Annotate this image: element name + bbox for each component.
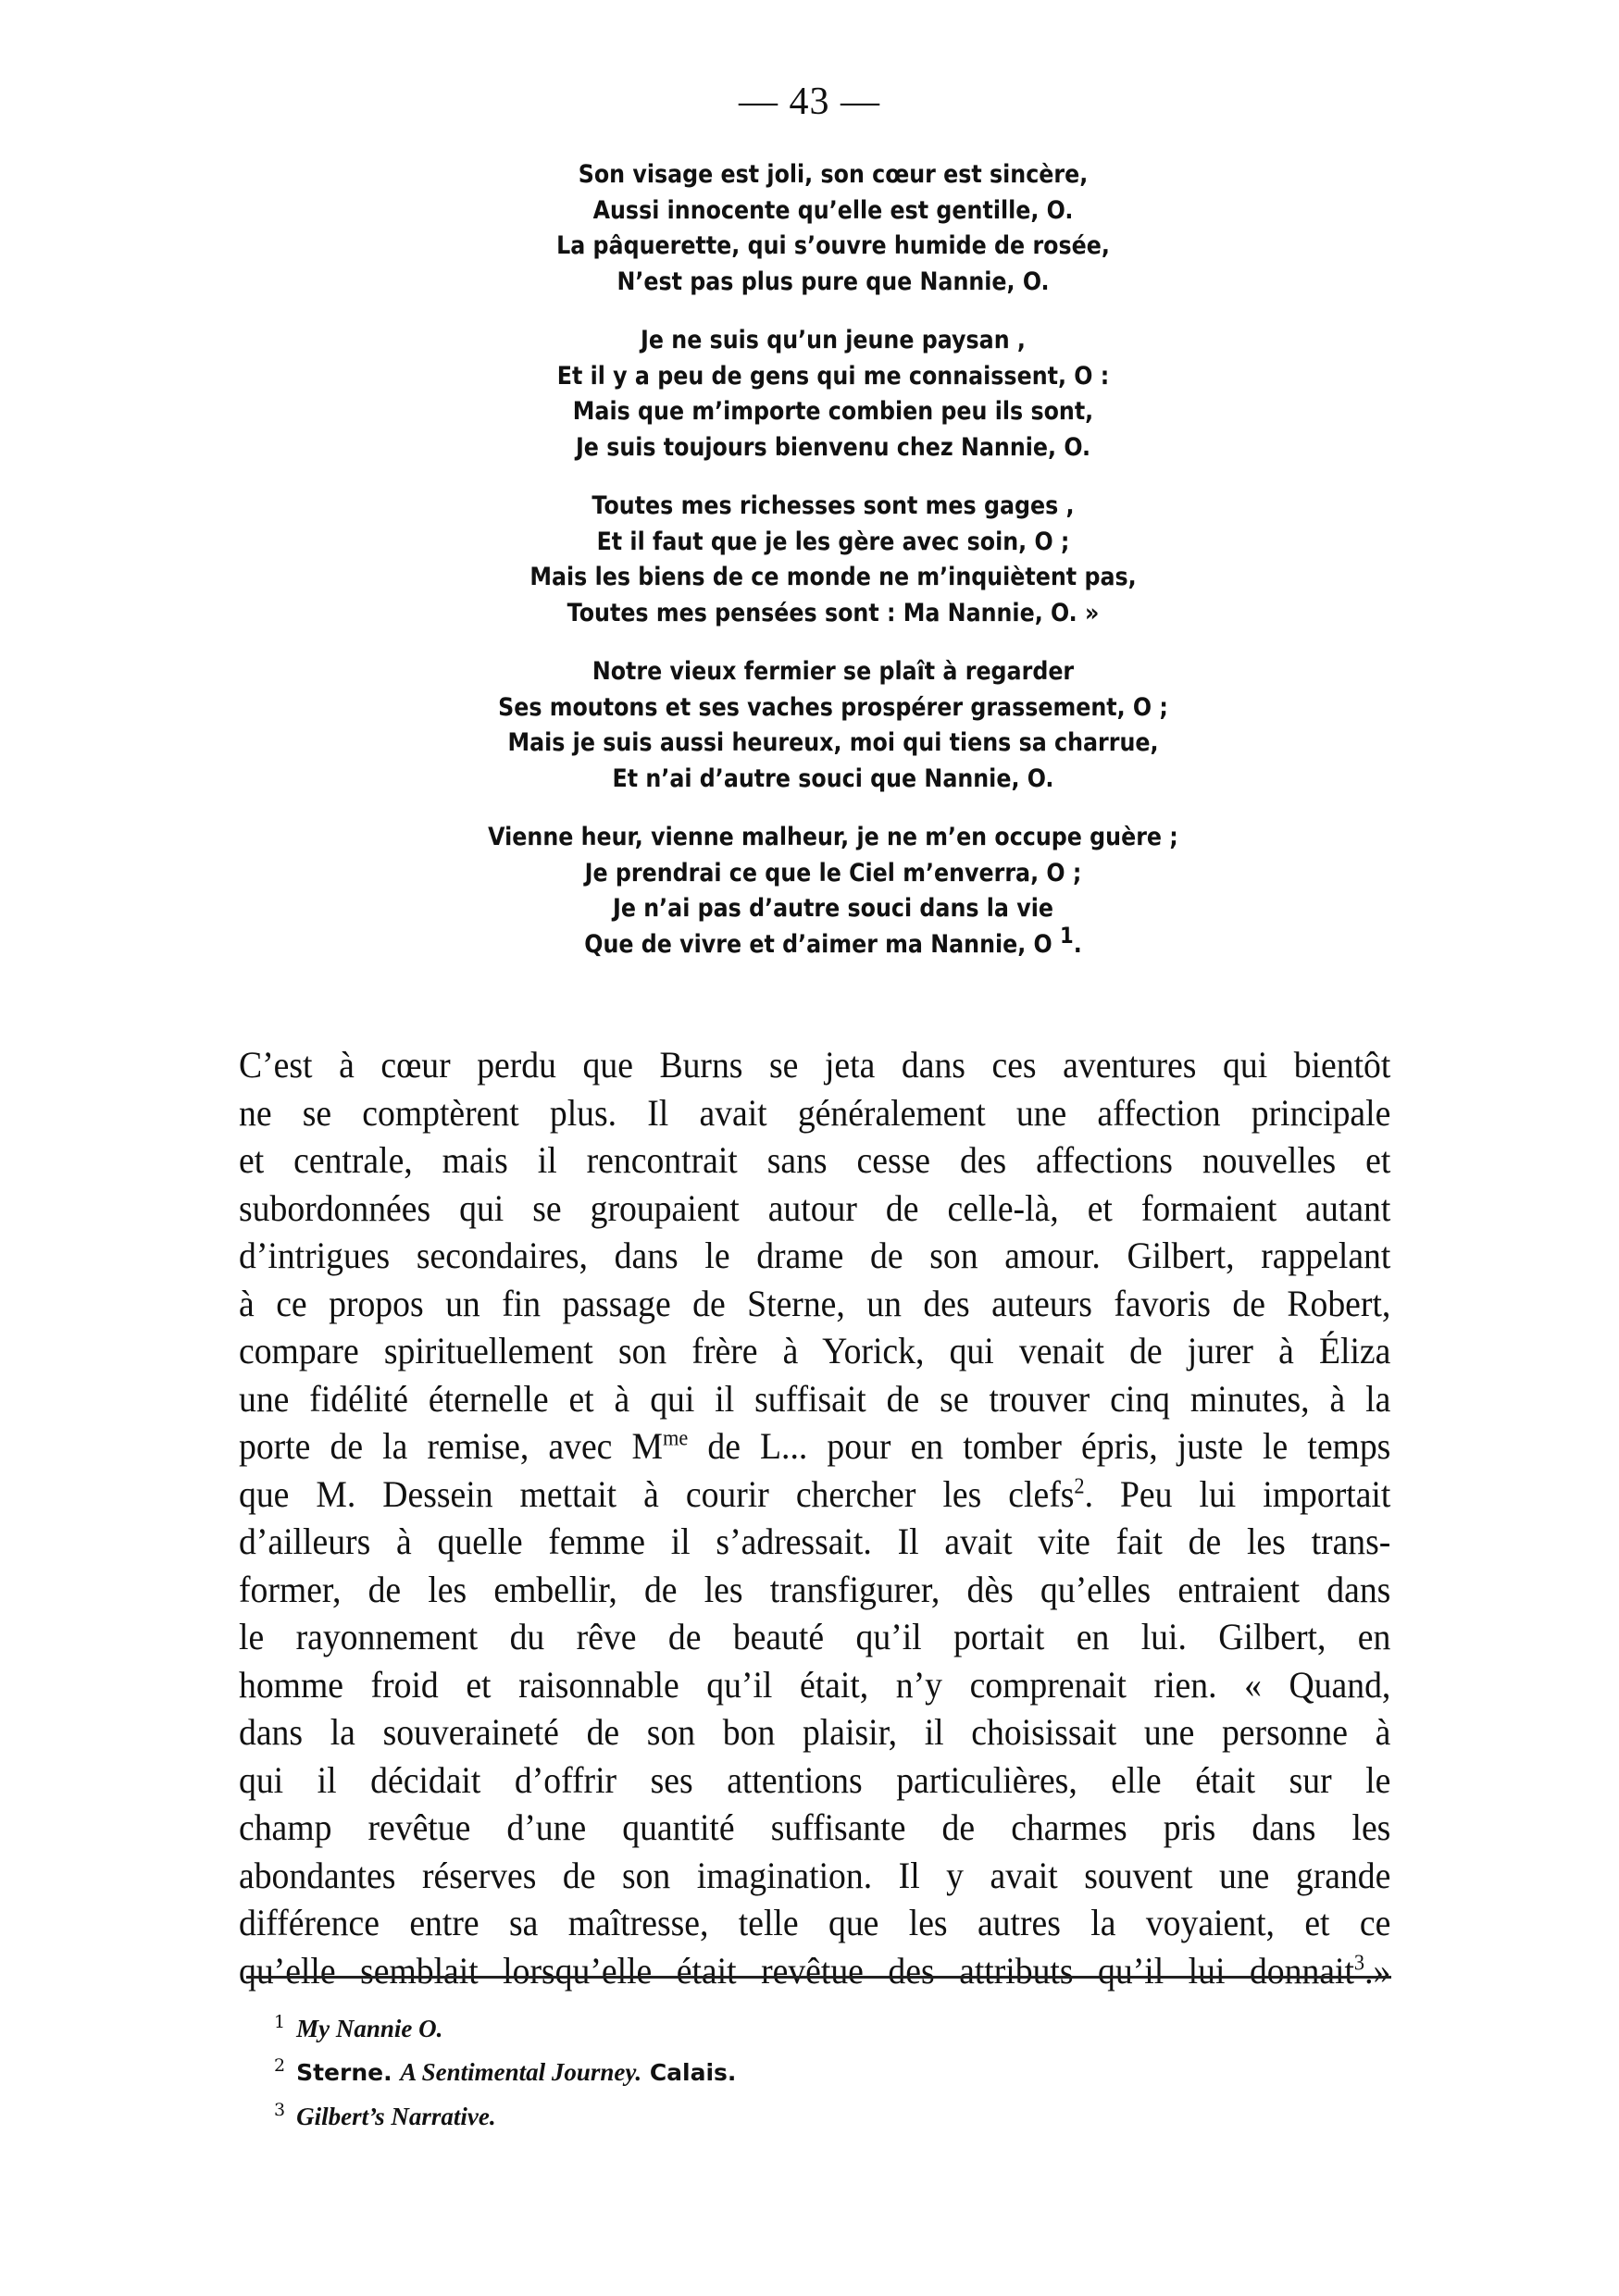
poem-verse: Toutes mes richesses sont mes gages ,	[592, 491, 1075, 520]
poem-verse: Et n’ai d’autre souci que Nannie, O.	[612, 763, 1054, 793]
footnote-rule	[246, 1976, 1391, 1979]
poem	[377, 157, 1289, 986]
paragraph-line: d’ailleurs à quelle femme il s’adressait. Il avait vite fait de les trans-	[239, 1520, 1391, 1562]
paragraph-line: dans la souveraineté de son bon plaisir, il choisissait une personne à	[239, 1711, 1391, 1753]
poem-verse: Notre vieux fermier se plaît à regarder	[592, 657, 1075, 686]
poem-verse: N’est pas plus pure que Nannie, O.	[616, 267, 1050, 296]
paragraph-line	[239, 1471, 1390, 1519]
footnote-title: A Sentimental Journey.	[400, 2058, 642, 2086]
poem-stanza	[377, 489, 1289, 631]
poem-stanza	[377, 820, 1289, 962]
poem-verse: Je ne suis qu’un jeune paysan ,	[641, 326, 1026, 354]
footnote-ref: 2	[1074, 1474, 1085, 1498]
poem-verse: Vienne heur, vienne malheur, je ne m’en occupe guère ;	[488, 823, 1178, 851]
footnote-title: Gilbert’s Narrative.	[296, 2103, 496, 2130]
paragraph-line: qui il décidait d’offrir ses attentions particulières, elle était sur le	[239, 1758, 1391, 1801]
poem-verse: Mais que m’importe combien peu ils sont,	[572, 397, 1094, 426]
poem-verse: Mais les biens de ce monde ne m’inquiètent pas,	[529, 563, 1137, 591]
poem-verse: La pâquerette, qui s’ouvre humide de rosée,	[556, 231, 1110, 260]
poem-verse-text: Que de vivre et d’aimer ma Nannie, O	[584, 929, 1052, 959]
body-paragraph	[239, 1041, 1390, 1994]
poem-verse: Que de vivre et d’aimer ma Nannie, O $^1$.	[584, 922, 1082, 959]
poem-stanza	[377, 157, 1289, 300]
poem-verse: Et il faut que je les gère avec soin, O ;	[596, 527, 1070, 556]
poem-stanza	[377, 323, 1289, 465]
paragraph-line: une fidélité éternelle et à qui il suffisait de se trouver cinq minutes, à la	[239, 1377, 1391, 1420]
paragraph-line: C’est à cœur perdu que Burns se jeta dans ces aventures qui bientôt	[239, 1044, 1391, 1086]
paragraph-line: abondantes réserves de son imagination. Il y avait souvent une grande	[239, 1854, 1391, 1896]
footnote-ref: 1	[1060, 922, 1074, 949]
footnote	[274, 2091, 736, 2135]
paragraph-line	[239, 1947, 1390, 1995]
line-text: . Peu lui importait	[1084, 1472, 1391, 1515]
poem-verse: Toutes mes pensées sont : Ma Nannie, O. »	[567, 598, 1100, 627]
paragraph-line: homme froid et raisonnable qu’il était, n’y comprenait rien. « Quand,	[239, 1663, 1391, 1706]
footnote	[274, 2004, 736, 2047]
paragraph-line: à ce propos un fin passage de Sterne, un des auteurs favoris de Robert,	[239, 1282, 1391, 1324]
line-text: porte de la remise, avec M	[239, 1425, 663, 1467]
footnote-mark: 1	[274, 2012, 286, 2032]
footnote-mark: 3	[274, 2100, 286, 2120]
paragraph-line: subordonnées qui se groupaient autour de celle-là, et formaient autant	[239, 1186, 1391, 1229]
paragraph-line	[239, 1422, 1390, 1471]
poem-verse: Ses moutons et ses vaches prospérer grassement, O ;	[498, 692, 1168, 722]
poem-verse: Et il y a peu de gens qui me connaissent, O :	[556, 361, 1110, 391]
abbrev-superscript: me	[662, 1426, 689, 1451]
line-text: .»	[1364, 1949, 1391, 1992]
footnote-ref: 3	[1353, 1951, 1365, 1975]
footnotes	[274, 2004, 736, 2135]
paragraph-line: compare spirituellement son frère à Yorick, qui venait de jurer à Éliza	[239, 1330, 1391, 1371]
paragraph-line: former, de les embellir, de les transfigurer, dès qu’elles entraient dans	[239, 1568, 1391, 1610]
poem-verse: Aussi innocente qu’elle est gentille, O.	[592, 195, 1074, 225]
paragraph-line: ne se comptèrent plus. Il avait généralement une affection principale	[239, 1091, 1391, 1134]
poem-stanza	[377, 654, 1289, 797]
poem-verse: Je prendrai ce que le Ciel m’enverra, O ;	[584, 858, 1082, 887]
footnote-mark: 2	[274, 2055, 286, 2076]
paragraph-line: champ revêtue d’une quantité suffisante de charmes pris dans les	[239, 1806, 1391, 1848]
footnote-place: Calais.	[641, 2059, 737, 2086]
line-text: qu’elle semblait lorsqu’elle était revêtue des attributs qu’il lui donnait	[239, 1949, 1354, 1992]
footnote-author: Sterne.	[296, 2059, 401, 2086]
footnote-title: My Nannie O.	[296, 2015, 443, 2042]
paragraph-line: et centrale, mais il rencontrait sans cesse des affections nouvelles et	[239, 1139, 1391, 1181]
line-text: de L... pour en tomber épris, juste le temps	[688, 1425, 1391, 1467]
poem-verse: Je suis toujours bienvenu chez Nannie, O.	[575, 432, 1091, 462]
paragraph-line: le rayonnement du rêve de beauté qu’il portait en lui. Gilbert, en	[239, 1616, 1391, 1657]
line-text: que M. Dessein mettait à courir chercher les clefs	[239, 1472, 1075, 1515]
footnote	[274, 2047, 736, 2091]
poem-verse: Son visage est joli, son cœur est sincère,	[578, 160, 1089, 189]
paragraph-line: différence entre sa maîtresse, telle que les autres la voyaient, et ce	[239, 1902, 1391, 1943]
poem-verse: Je n’ai pas d’autre souci dans la vie	[613, 894, 1053, 923]
poem-verse: Mais je suis aussi heureux, moi qui tiens sa charrue,	[507, 728, 1159, 757]
paragraph-line: d’intrigues secondaires, dans le drame de son amour. Gilbert, rappelant	[239, 1235, 1391, 1276]
page-number: — 43 —	[739, 81, 880, 123]
